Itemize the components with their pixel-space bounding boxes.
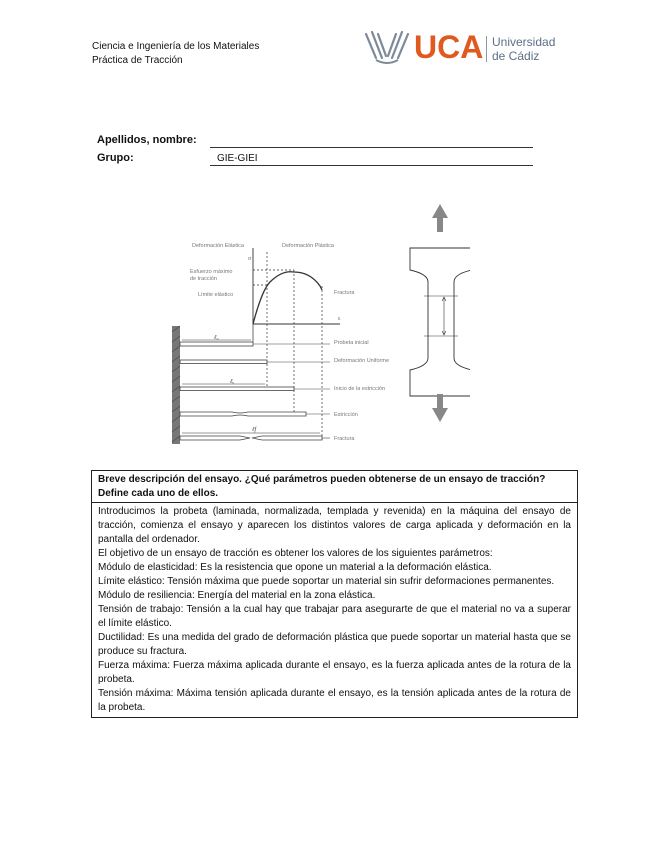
answer-paragraph: Introducimos la probeta (laminada, normalizada, templada y revenida) en la máquina del ensayo de tracción, comienza el ensayo y aparecen los distintos valores de carga aplicada y deformación en la pantalla del ordenador.: [98, 506, 571, 545]
answer-paragraph: Tensión máxima: Máxima tensión aplicada durante el ensayo, es la tensión aplicada antes de la rotura de la probeta.: [98, 688, 571, 713]
answer-paragraph: Ductilidad: Es una medida del grado de deformación plástica que puede soportar un material hasta que se produce su fractura.: [98, 632, 571, 657]
label-deformacion-plastica: Deformación Plástica: [282, 243, 334, 249]
answer-paragraph: Módulo de resiliencia: Energía del material en la zona elástica.: [98, 590, 376, 601]
logo-university-name: [492, 35, 555, 63]
group-label: Grupo:: [97, 152, 134, 164]
label-l0: ℓ₀: [214, 335, 219, 341]
course-title: Ciencia e Ingeniería de los Materiales: [92, 41, 260, 52]
label-deformacion-elastica: Deformación Elástica: [192, 243, 244, 249]
tensile-test-diagram: [170, 190, 470, 448]
university-logo: [362, 26, 572, 70]
label-probeta-inicial: Probeta inicial: [334, 340, 369, 346]
answer-paragraph: Límite elástico: Tensión máxima que puede soportar un material sin sufrir deformaciones permanentes.: [98, 576, 555, 587]
label-deformacion-uniforme: Deformación Uniforme: [334, 358, 390, 364]
answer-box: [91, 470, 578, 718]
answer-paragraph: Tensión de trabajo: Tensión a la cual hay que trabajar para asegurarte de que el material no va a superar el límite elástico.: [98, 604, 571, 629]
logo-name-line1: Universidad: [492, 35, 556, 49]
logo-separator: [486, 36, 487, 62]
label-sigma: σ: [248, 256, 252, 262]
answer-paragraph: Módulo de elasticidad: Es la resistencia que opone un material a la deformación elástica.: [98, 562, 492, 573]
name-underline: [210, 147, 533, 148]
label-fractura: Fractura: [334, 436, 355, 442]
label-esfuerzo-1: Esfuerzo máximo: [190, 269, 233, 275]
wall-clamp: [172, 326, 180, 444]
specimen-necking: [180, 412, 306, 416]
specimen-dogbone: [410, 204, 470, 422]
specimen-necking-start: [180, 387, 294, 391]
document-header: [92, 40, 259, 68]
label-epsilon: ε: [338, 316, 341, 322]
label-lu: ℓᵤ: [230, 379, 235, 385]
label-inicio-estriccion: Inicio de la estricción: [334, 386, 386, 392]
label-esfuerzo-2: de tracción: [190, 276, 217, 282]
label-estriccion: Estricción: [334, 412, 358, 418]
logo-name-line2: de Cádiz: [492, 49, 540, 63]
answer-paragraph: Fuerza máxima: Fuerza máxima aplicada durante el ensayo, es la fuerza aplicada antes de la rotura de la probeta.: [98, 660, 571, 685]
group-row: [97, 150, 537, 168]
wings-icon: [362, 28, 412, 68]
label-lf: ℓf: [252, 427, 257, 433]
group-underline: [210, 165, 533, 166]
name-row: [97, 132, 537, 150]
logo-acronym: UCA: [414, 29, 484, 65]
answer-paragraph: El objetivo de un ensayo de tracción es obtener los valores de los siguientes parámetros:: [98, 548, 493, 559]
student-form: [97, 132, 537, 168]
answer-text: [92, 503, 577, 717]
specimen-fracture: [180, 436, 250, 440]
arrow-up-icon: [432, 204, 448, 232]
question-line-1: Breve descripción del ensayo. ¿Qué parámetros pueden obtenerse de un ensayo de tracción?: [98, 474, 546, 485]
specimen-uniform: [180, 360, 267, 364]
question-header: [92, 471, 577, 503]
name-label: Apellidos, nombre:: [97, 134, 197, 146]
question-line-2: Define cada uno de ellos.: [98, 488, 219, 499]
practice-title: Práctica de Tracción: [92, 55, 183, 66]
group-value: GIE-GIEI: [217, 153, 258, 164]
label-limite-elastico: Límite elástico: [198, 292, 234, 298]
arrow-down-icon: [432, 394, 448, 422]
specimen-initial: [180, 342, 253, 346]
label-fractura-curve: Fractura: [334, 290, 355, 296]
